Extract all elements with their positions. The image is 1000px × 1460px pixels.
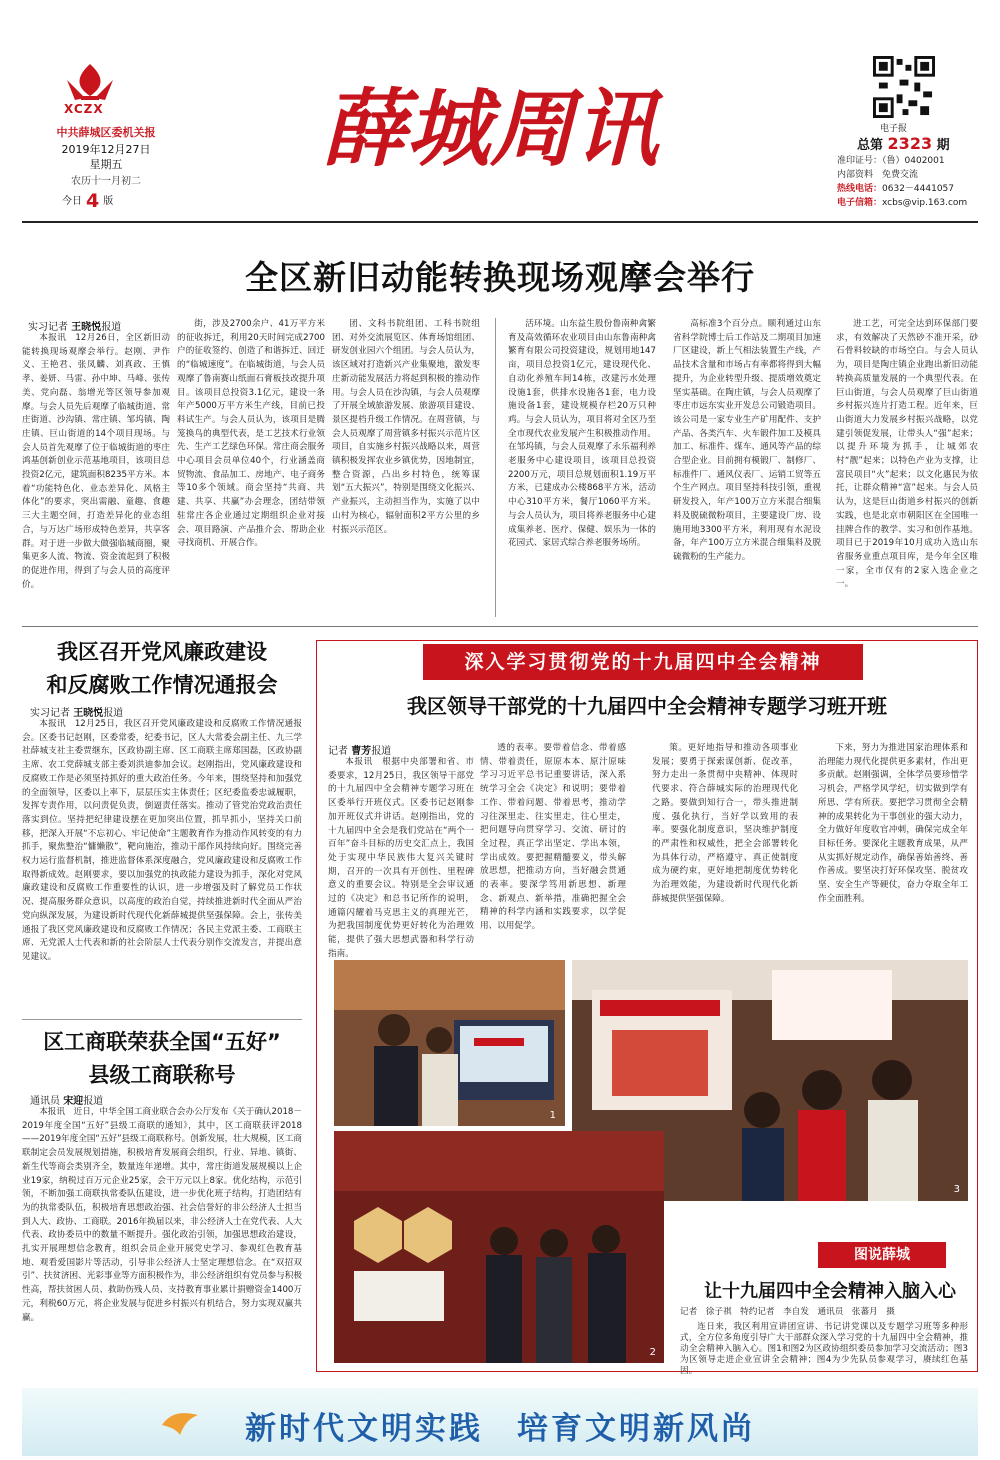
email-info	[837, 195, 967, 208]
feature-column-text: 下来，努力为推进国家治理体系和治理能力现代化提供更多素材，作出更多贡献。赵刚强调，全体学员要珍惜学习机会，严格学风学纪，切实做到学有所思、学有所获。要把学习贯彻全会精神的成果转化为干事创业的强大动力，全力做好年度收官冲刺，确保完成全年目标任务。要深化主题教育成果，从严从实抓好规定动作，确保善始善终、善作善成。要坚决打好环保攻坚、脱贫攻坚、安全生产等硬仗，奋力夺取全年工作全面胜利。	[818, 743, 968, 904]
feature-column-2	[480, 742, 626, 952]
issue-suffix: 期	[936, 138, 950, 153]
headline-line-1: 区工商联荣获全国“五好”	[43, 1030, 281, 1054]
article-byline	[30, 704, 123, 719]
page-count-prefix: 今日	[62, 196, 82, 207]
logo-text: XCZX	[64, 102, 104, 116]
article-body	[22, 1106, 302, 1376]
page-count-number: 4	[86, 190, 100, 212]
byline-suffix: 报道	[371, 746, 392, 757]
lead-column-3	[332, 318, 480, 617]
feature-column-text: 透的表率。要带着信念、带着感情、带着责任，原原本本、原汁原味学习习近平总书记重要讲话，深入系统学习全会《决定》和说明；要带着工作、带着问题、带着思考，推动学习往深里走、往实里走，往心里走，把问题导向贯穿学习、交流、研讨的全过程，真正学出坚定、学出本领，学出成效。要把握精髓要义，带头解放思想，把推动方向，当好融会贯通的表率。要深学笃用新思想、新理念、新观点、新举措，准确把握全会精神的科学内涵和实践要求，以学促用、以用促学。	[480, 743, 626, 932]
newspaper-title-logo	[300, 48, 680, 193]
headline-line-1: 我区召开党风廉政建设	[57, 640, 267, 664]
photo-number: 2	[649, 1347, 656, 1358]
feature-column-4	[818, 742, 968, 952]
lead-byline	[28, 318, 121, 333]
caption-body: 连日来，我区利用宣讲团宣讲、书记讲党课以及专题学习班等多种形式，全方位多角度引导广大干部群众深入学习党的十九届四中全会精神，推动全会精神入脑入心。图1和图2为区政协组织委员参加学习交流活动；图3为区领导走进企业宣讲全会精神；图4为少先队员参观学习，赓续红色基因。	[680, 1322, 968, 1376]
article-headline	[22, 636, 302, 701]
masthead-divider	[22, 221, 978, 223]
permit-label: 准印证号：	[837, 156, 883, 166]
page-count	[62, 190, 113, 212]
caption-text	[680, 1322, 968, 1376]
theme-banner: 深入学习贯彻党的十九届四中全会精神	[423, 644, 863, 680]
lead-column-text: 团、文科书院组团、工科书院组团、对外交流展览区、体育场馆组团、研发创业园六个组团。与会人员认为，该区域对打造新兴产业集聚地，激发枣庄新动能发展活力将起到积极的推动作用。与会人员在沙沟镇，与会人员观摩了开展全域旅游发展、旅游项目建设、景区提档升级工作情况。在周营镇，与会人员观摩了周营镇多村振兴示范片区项目，自实施乡村振兴战略以来，周营镇积极发挥农业乡镇优势，因地制宜，整合资源，凸出乡村特色，统筹谋划“五大振兴”，特别是围绕文化振兴、产业振兴，主动担当作为，实施了以中山村为核心，辐射面积2平方公里的乡村振兴示范区。	[332, 319, 480, 535]
issue-number	[857, 134, 950, 153]
caption-byline	[680, 1306, 968, 1322]
caption-byline-text: 记者 徐子祺 特约记者 李自发 通讯员 张蕃月 摄	[680, 1307, 895, 1317]
issue-weekday: 星期五	[89, 158, 123, 171]
article-body	[22, 718, 302, 1014]
lead-column-2	[177, 318, 325, 617]
lead-column-1	[22, 332, 170, 617]
byline-label: 记者	[328, 746, 348, 757]
lead-byline-label: 实习记者	[28, 322, 68, 333]
photo-number: 1	[549, 1110, 556, 1121]
issue-num: 2323	[887, 134, 933, 153]
internal-note: 内部资料 免费交流	[837, 170, 919, 180]
column-divider	[495, 318, 496, 617]
publisher-org: 中共薛城区委机关报	[56, 126, 156, 139]
article-divider	[22, 1019, 302, 1020]
byline-name: 曹芳	[351, 746, 372, 757]
article-text: 本报讯 12月25日，我区召开党风廉政建设和反腐败工作情况通报会。区委书记赵刚，区委常委，纪委书记，区人大常委会副主任、九三学社薛城支社主委贾继东，区政协副主席、区工商联主席郑国磊，区政协副主席、农工党薛城支部主委刘洪迪参加会议。赵刚指出，党风廉政建设和反腐败工作是必须坚持抓好的重大政治任务。今年来，围绕坚持和加强党的全面领导，区委以上率下，层层压实主体责任；区纪委监委忠诚履职，发挥专责作用，以问责促负责，倒逼责任落实。推动了管党治党政治责任落实到位。坚持把纪律建设摆在更加突出位置，抓早抓小，坚持关口前移，把深入开展“不忘初心、牢记使命”主题教育作为推动作风转变的有力抓手，聚焦整治“慵懒散”，靶向施治，推动干部作风持续向好。围绕完善权力运行监督机制，推进监督体系深度融合，党风廉政建设和反腐败工作取得新成效。赵刚要求，要以加强党的执政能力建设为抓手，深化对党风廉政建设和反腐败工作重要性的认识，进一步增强及时了解党员工作状况、提高服务群众意识，以高度的政治自觉，持续推进新时代全面从严治党向纵深发展，为建设新时代现代化新薛城提供坚强保障。会上，张传美通报了我区党风廉政建设和反腐败工作情况；各民主党派主委、工商联主席、无党派人士代表和新的社会阶层人士代表分别作交流发言，并提出意见建议。	[22, 719, 302, 962]
hotline-label: 热线电话：	[837, 184, 883, 194]
lead-column-text: 进工艺，可完全达到环保部门要求，有效解决了天然砂不准开采，砂石骨料较缺的市场空白。与会人员认为，项目是陶庄镇企业跑出新旧动能转换高质量发展的一个典型代表。在巨山街道，与会人员观摩了巨山街道乡村振兴连片打造工程。近年来，巨山街道大力发展乡村振兴战略，以党建引领促发展，让带头人“强”起来；以提升环境为抓手，让城郊农村“靓”起来；以特色产业为支撑，让富民项目“火”起来；以文化惠民为依托，让群众精神“富”起来。与会人员认为，这是巨山街道乡村振兴的创新实践，也是北京市朝阳区在全国唯一挂牌合作的教学、实习和创作基地。项目已于2019年10月成功入选山东省服务业重点项目库，是今年全区唯一家，全市仅有的2家入选企业之一。	[836, 319, 978, 590]
lead-column-4	[508, 318, 656, 617]
permit-info	[837, 153, 945, 166]
feature-column-1	[328, 756, 474, 959]
lead-headline: 全区新旧动能转换现场观摩会举行	[245, 258, 755, 297]
lead-column-text: 活环境。山东益生股份鲁南种禽繁育及高效循环农业项目由山东鲁南种禽繁育有限公司投资建设，规划用地147亩，项目总投资1亿元，建设现代化、自动化养殖车间14栋，改建污水处理设施1套，供排水设施各1套，电力设施设备1套，建设规模存栏20万只种鸡。与会人员认为，项目将对全区乃至全市现代农业发展产生积极推动作用。在邹坞镇，与会人员观摩了永乐福利养老服务中心建设项目，该项目总投资2200万元，项目总规划面积1.19万平方米，已建成办公楼868平方米，活动中心310平方米，餐厅1060平方米。与会人员认为，项目将养老服务中心建成集养老、医疗、保健、娱乐为一体的花园式、家居式综合养老服务场所。	[508, 319, 656, 549]
caption-title: 让十九届四中全会精神入脑入心	[704, 1281, 956, 1302]
byline-suffix: 报道	[83, 1096, 104, 1107]
lead-byline-suffix: 报道	[101, 322, 122, 333]
title-calligraphy: 薛城周讯	[321, 79, 659, 178]
qr-code-icon[interactable]	[873, 56, 935, 118]
photo-number: 3	[953, 1184, 960, 1195]
page-count-suffix: 版	[103, 196, 114, 207]
byline-name: 王晓悦	[73, 708, 104, 719]
photo-1	[334, 960, 565, 1126]
section-tag: 图说薛城	[818, 1242, 946, 1268]
headline-line-2: 县级工商联称号	[88, 1062, 236, 1087]
email-label: 电子信箱：	[837, 198, 883, 208]
lead-column-text: 本报讯 12月26日，全区新旧动能转换现场观摩会举行。赵刚、尹作义、王艳君、张凤麟、刘真政、王慎孝、姜妍、马雷、孙中坤、马峰、张传美、党向磊、翁增光等区领导参加观摩。与会人员先后观摩了临城街道、常庄街道、沙沟镇、常庄镇、邹坞镇、陶庄镇、巨山街道的14个项目现场。与会人员首先观摩了位于临城街道的枣庄鸿基创新创业示范基地项目，该项目总投资2亿元，建筑面积8235平方米。本着“功能特色化、业态差异化、风格主体化”的要求，突出需融、童趣、食趣三大主题空间，打造差异化的业态组合，与万达广场形成特色差异，共享客群。对于进一步做大做强临城商圈，聚集更多人流、物流、资金流起到了积极的促进作用，得到了与会人员的高度评价。	[22, 333, 170, 590]
lead-column-text: 街，涉及2700余户、41万平方米的征收拆迁，利用20天时间完成2700户的征收签约、创造了和谐拆迁、回迁的“临城速度”。在临城街道，与会人员观摩了鲁南赛山纸面石膏板技改提升项目。该项目总投资3.1亿元，建设一条年产5000万平方米生产线，目前已投料试生产。与会人员认为，该项目是腾笼换鸟的典型代表，是工艺技术行业领先、生产工艺绿色环保。常庄商会服务中心项目会员单位40个，行业涵盖商贸物流、食品加工、房地产、电子商务等10多个领域。商会坚持“共商、共建、共享、共赢”办会理念，团结带领驻常庄各企业通过定期组织企业对接会、项目路演、产品推介会、帮助企业寻找商机、开展合作。	[177, 319, 325, 549]
lead-column-6	[836, 318, 978, 617]
photo-3-image	[334, 1131, 664, 1363]
byline-name: 宋迎	[63, 1096, 84, 1107]
lead-column-5	[673, 318, 821, 617]
article-text: 本报讯 近日，中华全国工商业联合会办公厅发布《关于确认2018－2019年度全国“五好”县级工商联的通知》，其中，区工商联获评2018——2019年度全国“五好”县级工商联称号。创新发展，壮大规模，区工商联制定会员发展规划措施，积极培育发展商会组织，行业、异地、镇街、新生代等商会类别齐全，数量连年递增。其中，常庄街道发展规模以上企业19家，纳税过百万元企业25家，会干万元以上8家。优化结构，示范引领，不断加强工商联执常委队伍建设，进一步优化班子结构，打造团结有为的执常委队伍，积极培育思想政治强、社会信誉好的非公经济人士担当到人大、政协、工商联。2016年换届以来，非公经济人士在党代表、人大代表、政协委员中的数量不断提升。强化政治引领，加强思想政治建设，扎实开展理想信念教育，组织会员企业开展党史学习、参观红色教育基地、观看爱国影片等活动，引导非公经济人士坚定理想信念。在“双招双引”、扶贫济困、光彩事业等方面积极作为，非公经济组织有党员参与积极性高，帮扶贫困人员、救助伤残人员、支持教育事业累计捐赠资金1400万元，利税60万元，将企业发展与促进乡村振兴有机结合，努力实现双赢共赢。	[22, 1107, 302, 1323]
headline-line-2: 和反腐败工作情况通报会	[46, 672, 278, 697]
feature-headline: 我区领导干部党的十九届四中全会精神专题学习班开班	[407, 694, 887, 718]
photo-3	[334, 1131, 664, 1363]
section-divider	[22, 626, 978, 627]
feature-column-text: 本报讯 根据中央部署和省、市委要求，12月25日，我区领导干部党的十九届四中全会精神专题学习班在区委举行开班仪式。区委书记赵刚参加开班仪式并讲话。赵刚指出，党的十九届四中全会是我们党站在“两个一百年”奋斗目标的历史交汇点上，我国处于实现中华民族伟大复兴关键时期，召开的一次具有开创性、里程碑意义的重要会议。特别是全会审议通过的《决定》和总书记所作的说明，通篇闪耀着马克思主义的真理光芒，为把我国制度优势更好转化为治理效能，提供了强大思想武器和科学行动指南。	[328, 757, 474, 959]
photo-1-image	[334, 960, 565, 1126]
qr-label: 电子报	[880, 124, 908, 134]
article-headline	[22, 1026, 302, 1091]
feature-byline	[328, 742, 391, 757]
issue-prefix: 总第	[857, 138, 884, 153]
lead-column-text: 高标准3个百分点。顺利通过山东省科学院博士后工作站及二期项目加速厂区建设，新上气相法装置生产线，产品技术含量和市场占有率都将得到大幅提升，为企业转型升级、提质增效奠定坚实基础。在陶庄镇，与会人员观摩了枣庄市远东实业开发总公司锻造项目。该公司是一家专业生产矿用配件、支护产品、各类汽车、火车锻件加工及模具加工、标准件、煤车、通风等产品的综合型企业。目前拥有模锻厂、制修厂、标准件厂、通风仪表厂、运销工贸等五个生产网点。项目坚持科技引领，重视研发投入，年产100万立方米混合细集料及脱硫微粉项目，主要建设厂房、设施用地3300平方米，利用现有水泥设备，年产100万立方米混合细集料及脱硫微粉的生产能力。	[673, 319, 821, 562]
byline-suffix: 报道	[103, 708, 124, 719]
byline-label: 实习记者	[30, 708, 70, 719]
permit-value: （鲁）0402001	[882, 156, 945, 166]
byline-label: 通讯员	[30, 1096, 60, 1107]
hotline-info	[837, 181, 954, 194]
lead-byline-name: 王晓悦	[71, 322, 102, 333]
email-value[interactable]: xcbs@vip.163.com	[882, 198, 968, 208]
lunar-date: 农历十一月初二	[71, 176, 141, 187]
feature-column-text: 策。更好地指导和推动各项事业发展；要勇于探索谋创新、促改革，努力走出一条贯彻中央精神、体现时代要求、符合薛城实际的治理现代化之路。要做到知行合一，带头推进制度、强化执行，当好学以致用的表率。要强化制度意识，坚决维护制度的严肃性和权威性，把全会部署转化为具体行动，严格遵守、真正使制度成为硬约束，更好地把制度优势转化为治理效能，为建设新时代现代化新薛城提供坚强保障。	[652, 743, 798, 904]
article-byline	[30, 1092, 103, 1107]
hotline-value: 0632－4441057	[882, 184, 955, 194]
issue-date: 2019年12月27日	[61, 143, 151, 156]
footer-slogan: 新时代文明实践 培育文明新风尚	[245, 1411, 755, 1447]
feature-column-3	[652, 742, 798, 952]
